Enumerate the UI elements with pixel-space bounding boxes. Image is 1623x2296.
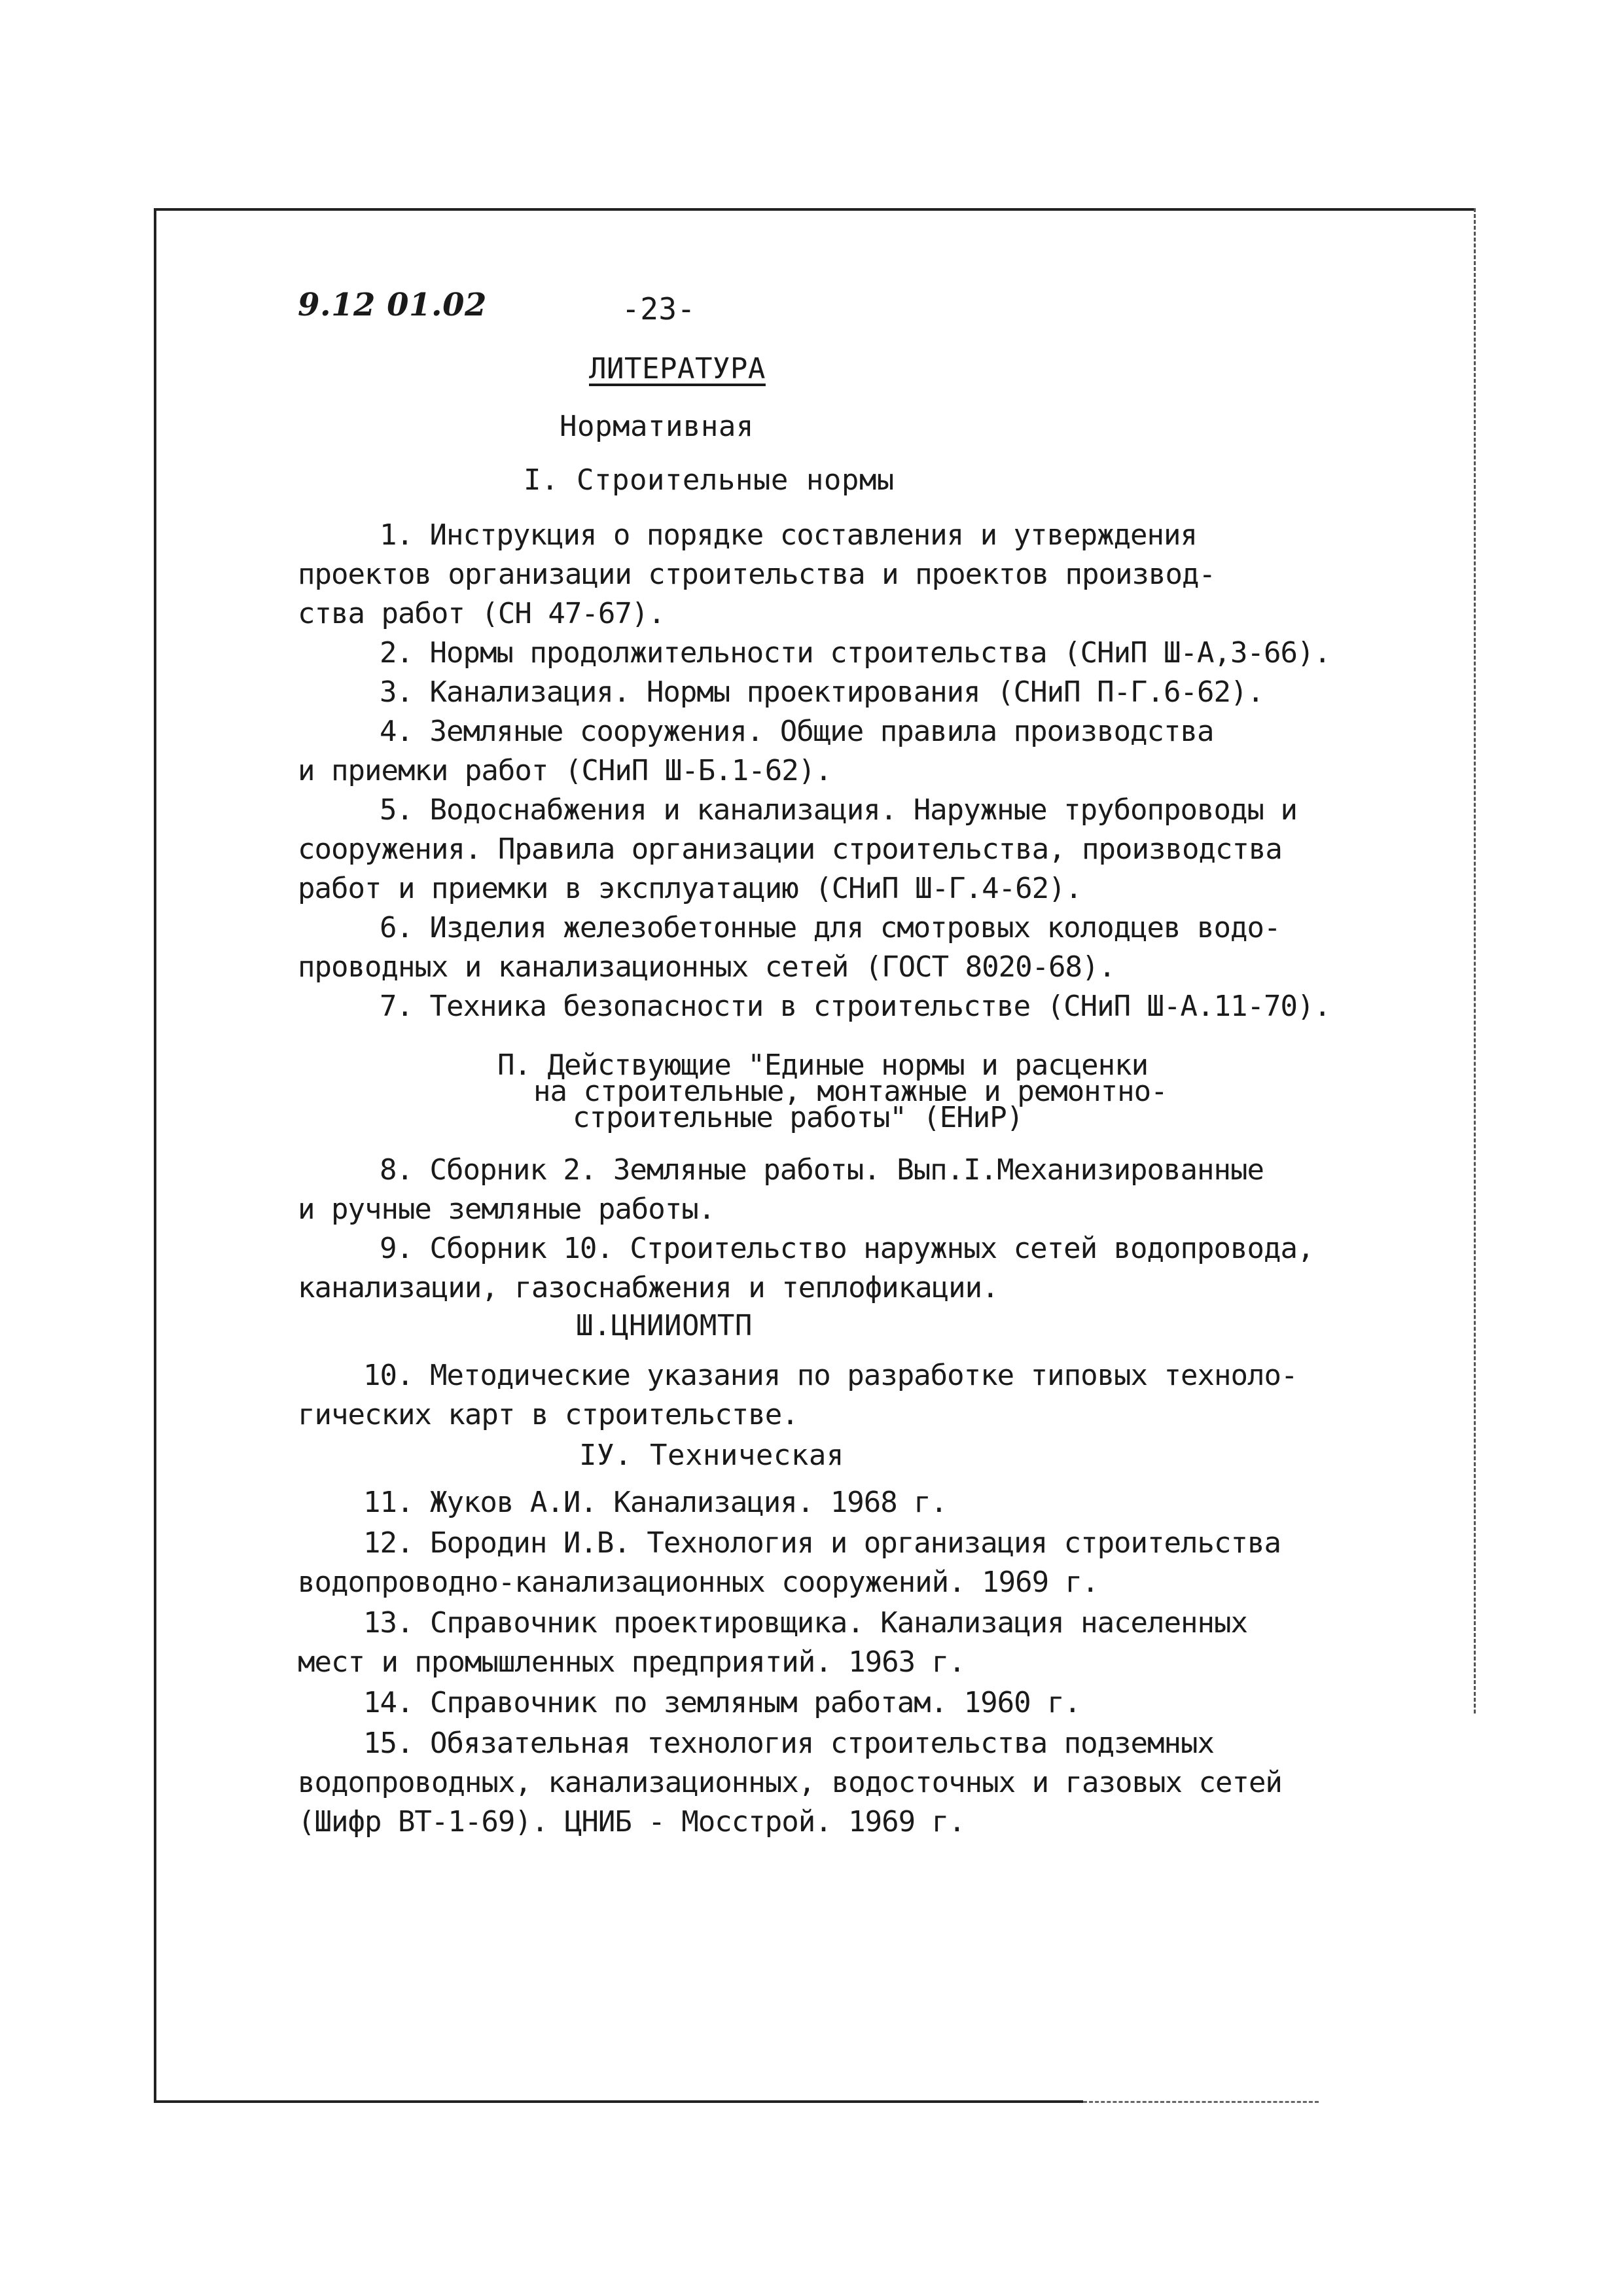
ref-line: гических карт в строительстве. [298, 1398, 798, 1431]
ref-line: канализации, газоснабжения и теплофикации. [298, 1271, 999, 1304]
frame-bottom-border-faded [1083, 2101, 1319, 2103]
ref-line: 13. Справочник проектировщика. Канализация населенных [363, 1606, 1247, 1640]
section-1-heading: I. Строительные нормы [524, 463, 895, 497]
ref-line: водопроводных, канализационных, водосточных и газовых сетей [298, 1766, 1282, 1799]
subtitle: Нормативная [560, 410, 754, 443]
ref-line: проводных и канализационных сетей (ГОСТ 8020-68). [298, 950, 1116, 984]
ref-line: 4. Земляные сооружения. Общие правила производства [380, 715, 1214, 748]
document-code: 9.12 01.02 [298, 287, 487, 323]
ref-line: 12. Бородин И.В. Технология и организация строительства [363, 1526, 1281, 1560]
ref-line: 1. Инструкция о порядке составления и утверждения [380, 518, 1198, 552]
ref-line: 5. Водоснабжения и канализация. Наружные трубопроводы и [380, 793, 1297, 827]
page-title: ЛИТЕРАТУРА [589, 352, 766, 386]
frame-left-border [154, 208, 156, 2103]
section-4-heading: IУ. Техническая [579, 1439, 844, 1472]
ref-line: 2. Нормы продолжительности строительства (СНиП Ш-А,3-66). [380, 636, 1330, 670]
frame-bottom-border [154, 2100, 1083, 2103]
ref-line: ства работ (СН 47-67). [298, 597, 665, 630]
ref-line: 3. Канализация. Нормы проектирования (СНиП П-Г.6-62). [380, 675, 1264, 709]
ref-line: 15. Обязательная технология строительства подземных [363, 1727, 1215, 1760]
section-2-heading: П. Действующие "Единые нормы и расценки [497, 1049, 1149, 1082]
section-2-heading: строительные работы" (ЕНиР) [573, 1101, 1024, 1134]
ref-line: (Шифр ВТ-1-69). ЦНИБ - Мосстрой. 1969 г. [298, 1805, 965, 1839]
ref-line: 8. Сборник 2. Земляные работы. Вып.I.Механизированные [380, 1153, 1264, 1187]
ref-line: мест и промышленных предприятий. 1963 г. [298, 1645, 965, 1679]
ref-line: 7. Техника безопасности в строительстве (СНиП Ш-А.11-70). [380, 990, 1330, 1023]
ref-line: и ручные земляные работы. [298, 1193, 715, 1226]
frame-right-border [1474, 208, 1476, 1713]
ref-line: 14. Справочник по земляным работам. 1960 г. [363, 1686, 1081, 1719]
ref-line: 11. Жуков А.И. Канализация. 1968 г. [363, 1486, 948, 1519]
ref-line: 9. Сборник 10. Строительство наружных сетей водопровода, [380, 1232, 1314, 1265]
page-number: -23- [622, 291, 696, 327]
section-3-heading: Ш.ЦНИИОМТП [576, 1309, 753, 1342]
ref-line: и приемки работ (СНиП Ш-Б.1-62). [298, 754, 832, 787]
frame-top-border [154, 208, 1476, 211]
ref-line: работ и приемки в эксплуатацию (СНиП Ш-Г.4-62). [298, 872, 1082, 905]
ref-line: 10. Методические указания по разработке типовых техноло- [363, 1359, 1298, 1392]
ref-line: проектов организации строительства и проектов производ- [298, 558, 1215, 591]
ref-line: сооружения. Правила организации строительства, производства [298, 833, 1282, 866]
ref-line: 6. Изделия железобетонные для смотровых колодцев водо- [380, 911, 1281, 944]
ref-line: водопроводно-канализационных сооружений. 1969 г. [298, 1566, 1099, 1599]
section-2-heading: на строительные, монтажные и ремонтно- [533, 1075, 1168, 1108]
